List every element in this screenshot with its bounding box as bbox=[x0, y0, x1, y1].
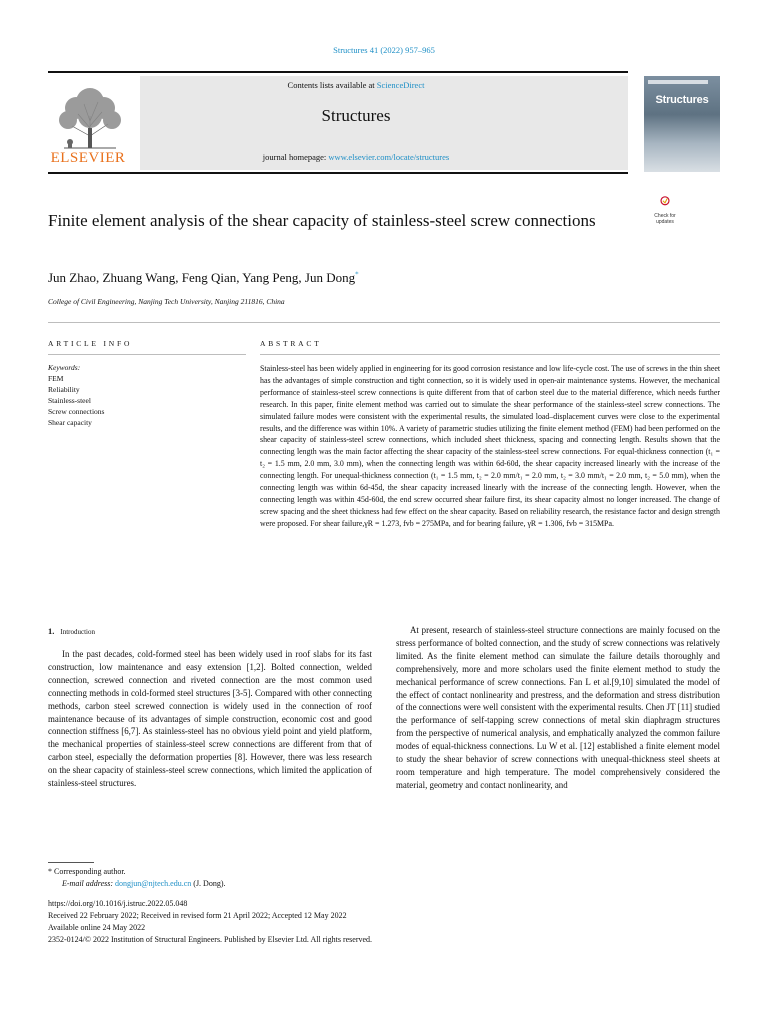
abstract-heading: ABSTRACT bbox=[260, 339, 322, 348]
divider-info bbox=[48, 354, 246, 355]
header-rule-bottom bbox=[48, 172, 628, 174]
author-list bbox=[48, 270, 608, 286]
doi-link[interactable]: https://doi.org/10.1016/j.istruc.2022.05.048 bbox=[48, 899, 188, 908]
keyword-item: FEM bbox=[48, 374, 64, 383]
homepage-link[interactable]: www.elsevier.com/locate/structures bbox=[328, 152, 450, 162]
keyword-item: Screw connections bbox=[48, 407, 105, 416]
section-number: 1. bbox=[48, 626, 55, 636]
intro-left-column bbox=[48, 648, 372, 790]
corresponding-mark[interactable]: * bbox=[355, 270, 359, 279]
divider-info-top bbox=[48, 322, 720, 323]
homepage-prefix: journal homepage: bbox=[262, 152, 329, 162]
email-link[interactable]: dongjun@njtech.edu.cn bbox=[115, 879, 192, 888]
section-heading-introduction bbox=[48, 626, 95, 636]
check-line-2: updates bbox=[656, 218, 674, 225]
divider-abstract bbox=[260, 354, 720, 355]
cover-topbar bbox=[648, 80, 708, 84]
header-rule-top bbox=[48, 71, 628, 73]
cover-title: Structures bbox=[655, 94, 709, 106]
check-line-1: Check for bbox=[654, 213, 676, 219]
intro-paragraph-2: At present, research of stainless-steel structure connections are mainly focused on the stress performance of bolted connection, and the study of screw connections was relatively limited. As the finite element method can simulate the failure details thoroughly and comprehensively, more and more scholars used the finite element method to study the mechanical performance of screw connections. Fan L et al.[9,10] simulated the model of the effect of contact nonlinearity and prestress, and the deformation and stress distribution of the connections were well consistent with the experimental results. Chen JT [11] studied the performance of self-tapping screw connections of metal skin diaphragm structures from the perspective of numerical analysis, and emphatically analyzed the common failure modes of equal-thickness connections. Lu W et al. [12] established a finite element model to study the shear behavior of screw connections with unequal-thickness steel sheets at room temperature and high temperature. The model comprehensively considered the material, geometry and contact nonlinearity, and bbox=[396, 625, 720, 790]
check-for-updates-icon[interactable] bbox=[648, 196, 682, 214]
sciencedirect-link[interactable]: ScienceDirect bbox=[376, 80, 425, 90]
corresponding-author-note: * Corresponding author. bbox=[48, 867, 126, 876]
copyright-line: 2352-0124/© 2022 Institution of Structural Engineers. Published by Elsevier Ltd. All rights reserved. bbox=[48, 935, 373, 944]
affiliation: College of Civil Engineering, Nanjing Tech University, Nanjing 211816, China bbox=[48, 297, 285, 306]
contents-prefix: Contents lists available at bbox=[287, 80, 377, 90]
email-suffix: (J. Dong). bbox=[191, 879, 226, 888]
abstract-text: Stainless-steel has been widely applied in engineering for its good corrosion resistance and low life-cycle cost. The use of screws in the thin sheet has the advantages of simple construction and tight connection, so it is widely used in open-air maintenance systems. However, the mechanical performance of stainless-steel screw connections is quite different from that of carbon steel due to the material difference, which needs further research. In this paper, finite element method was carried out to simulate the shear performance of the stainless-steel screw connections. The simulated failure modes were consistent with the experimental results, the simulated load–displacement curves were close to the experimental results, and the difference was within 10%. A variety of parametric studies utilizing the finite element method (FEM) had been performed on the shear capacity of stainless-steel screw connections, which included sheet thickness, spacing and connecting length. Results shown that the connecting length was the main factor affecting the shear capacity of the stainless-steel screw connections. For equal-thickness connection (t₁ = t₂ = 1.5 mm, 2.0 mm, 3.0 mm), when the connecting length was within 6d-60d, the shear capacity increased linearly with the increase of the connecting length. For unequal-thickness connection (t₁ = 1.5 mm, t₂ = 2.0 mm/t₁ = 2.0 mm, t₂ = 3.0 mm/t₁ = 2.0 mm, t₂ = 5.0 mm), when the connecting length was within 6d-45d, the shear capacity increased linearly with the increase of the connecting length. However, when the connecting length was within 45d-60d, the end screw occurred shear failure first, its shear capacity almost no longer increased. The change of screw spacing and the sheet thickness had few effect on the shear capacity. Based on reliability research, the resistance factor and design strength were proposed. For shear failure,γR = 1.273, fvb = 275MPa, and for bearing failure, γR = 1.306, fvb = 315MPa. bbox=[260, 364, 721, 528]
intro-right-column bbox=[396, 624, 720, 792]
contents-line bbox=[140, 80, 572, 90]
authors-text: Jun Zhao, Zhuang Wang, Feng Qian, Yang Peng, Jun Dong bbox=[48, 270, 356, 285]
footnote-rule bbox=[48, 862, 94, 863]
keyword-item: Stainless-steel bbox=[48, 396, 91, 405]
homepage-line bbox=[140, 152, 572, 162]
section-title: Introduction bbox=[60, 628, 95, 636]
received-dates: Received 22 February 2022; Received in revised form 21 April 2022; Accepted 12 May 2022 bbox=[48, 911, 347, 920]
online-date: Available online 24 May 2022 bbox=[48, 923, 146, 932]
elsevier-wordmark: ELSEVIER bbox=[50, 150, 126, 166]
paper-title: Finite element analysis of the shear capacity of stainless-steel screw connections bbox=[48, 211, 596, 230]
article-info-heading: ARTICLE INFO bbox=[48, 339, 133, 348]
email-note bbox=[62, 879, 462, 888]
keyword-item: Reliability bbox=[48, 385, 80, 394]
journal-cover-image[interactable] bbox=[644, 76, 720, 172]
journal-citation[interactable]: Structures 41 (2022) 957–965 bbox=[333, 45, 435, 55]
email-label: E-mail address: bbox=[62, 879, 116, 888]
check-for-updates-label[interactable] bbox=[640, 214, 690, 225]
keyword-item: Shear capacity bbox=[48, 418, 92, 427]
intro-paragraph-1: In the past decades, cold-formed steel has been widely used in roof slabs for its fast construction, low maintenance and easy extension [1,2]. Bolted connection, welded connection, screwed connection and riveted connection are the most common used connecting methods in cold-formed steel structures [3-5]. Compared with other connecting methods, carbon steel screwed connection is widely used in the connection of roof maintenance because of its advantages of simple construction, economic cost and good connection stiffness [6,7]. As stainless-steel has no obvious yield point and yield platform, the mechanical properties of stainless-steel screw connections are different from that of carbon steel, especially the deformation properties [8]. However, there was less research on the shear capacity of stainless-steel screw connections, which limited the application of stainless-steel structures. bbox=[48, 649, 372, 789]
keywords-label: Keywords: bbox=[48, 363, 81, 372]
journal-name: Structures bbox=[321, 106, 391, 125]
keywords-block bbox=[48, 362, 246, 428]
